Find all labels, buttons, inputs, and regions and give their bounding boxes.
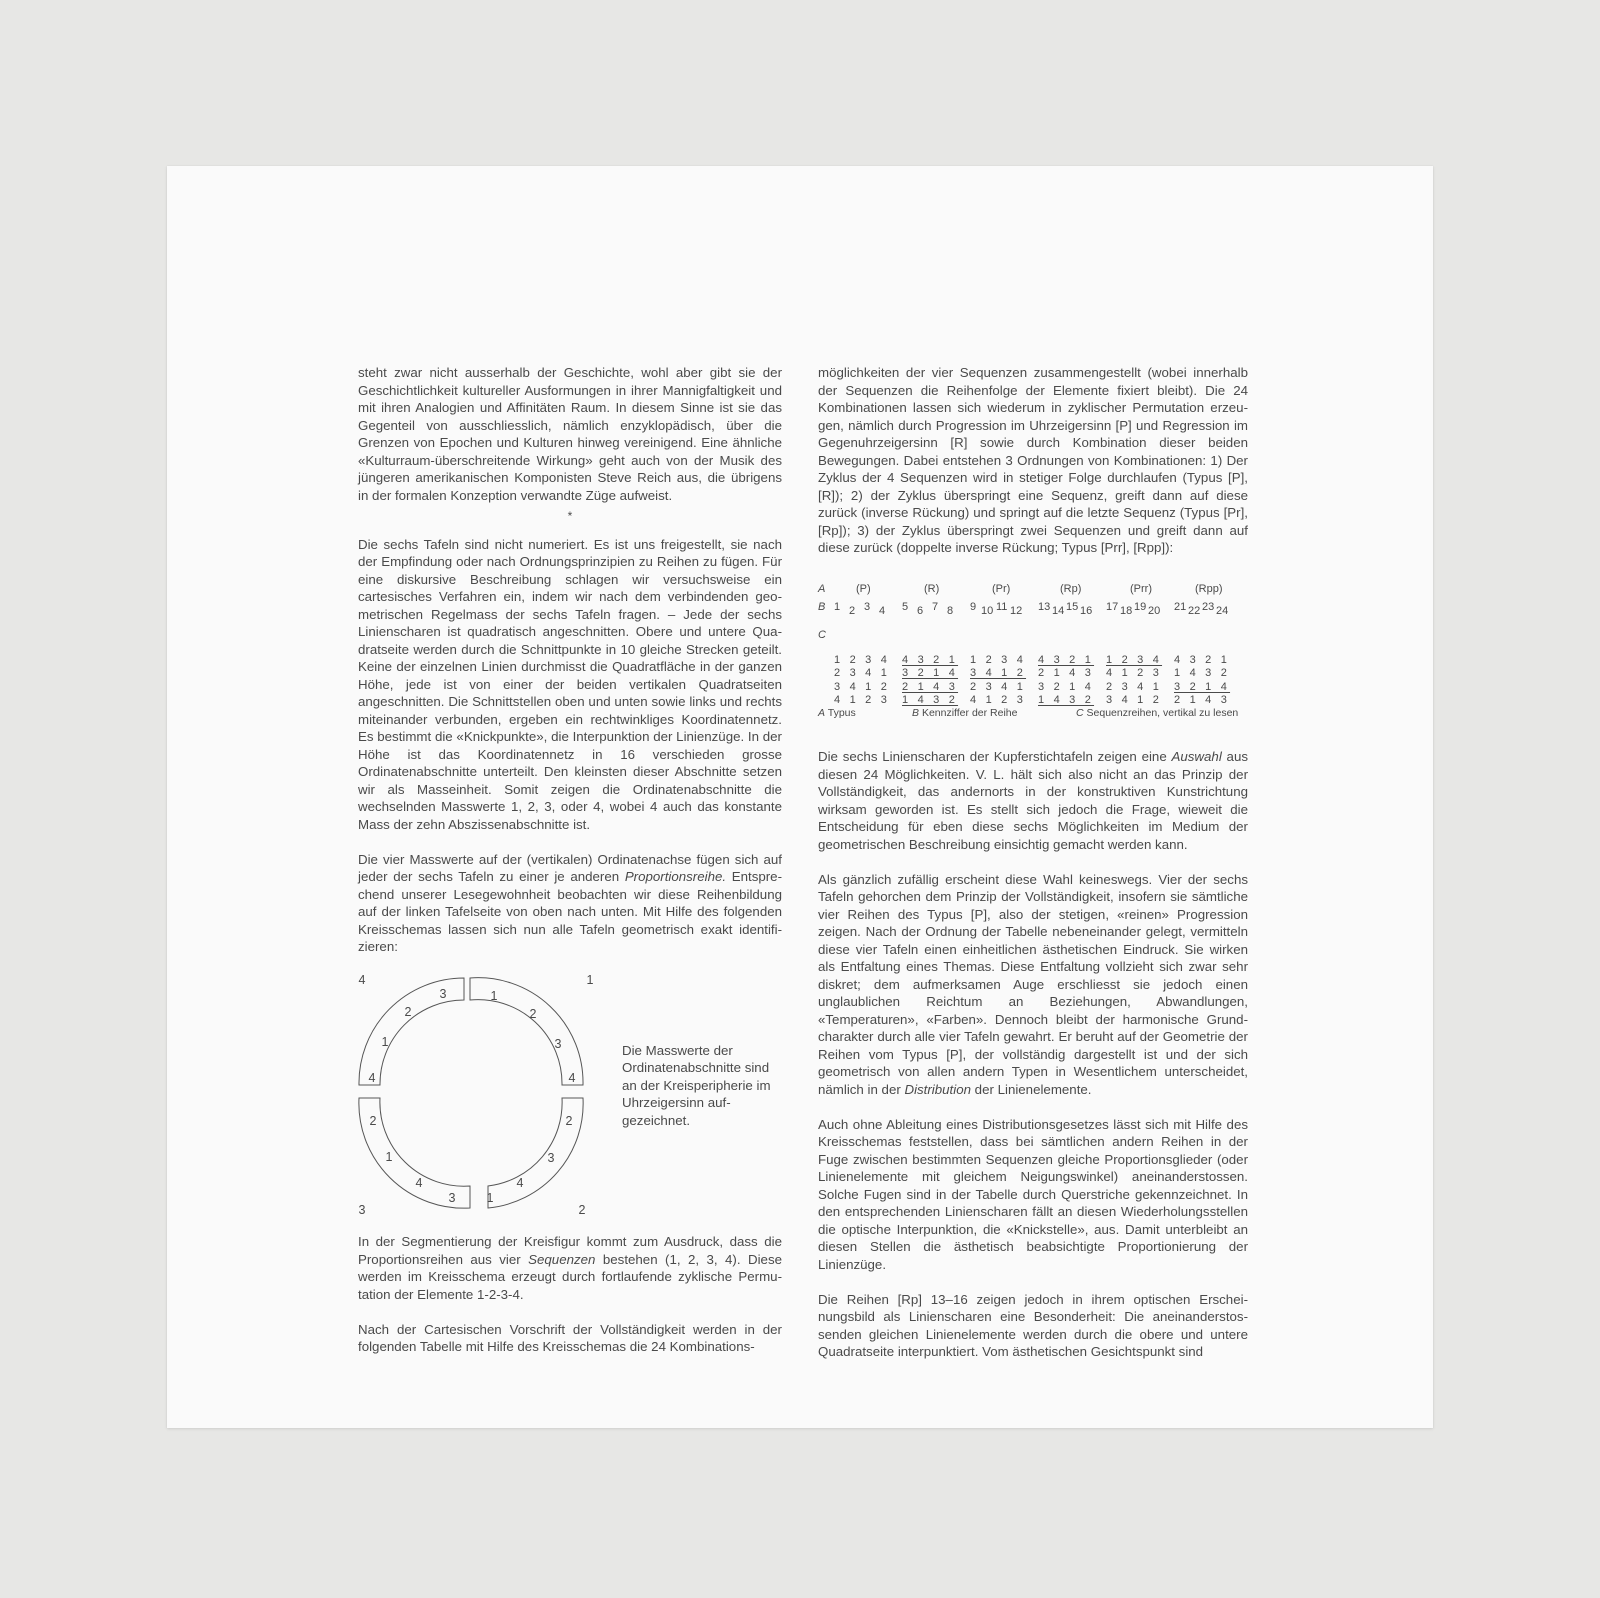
series-number: 3 bbox=[864, 600, 871, 613]
sequence-group-prr: 1 2 3 4 4 1 2 3 2 3 4 1 3 4 1 2 bbox=[1106, 653, 1163, 706]
segment-label: 4 bbox=[368, 1070, 376, 1085]
sequence-group-rp: 4 3 2 1 2 1 4 3 3 2 1 4 1 4 3 2 bbox=[1038, 653, 1095, 706]
type-label: (P) bbox=[856, 582, 871, 595]
paragraph: Die sechs Tafeln sind nicht numeriert. Es ist uns freigestellt, sie nach der Empfindung oder nach Ordnungsprinzipien zu Reihen zu fügen. Für eine diskursive Beschreibung schlagen wir versuchsweise ein cartesisches Verfahren ein, indem wir nach dem verbindenden geometrischen Regelmass der sechs Tafeln fragen. – Jede der sechs Linienscharen ist quadratisch angeschnitten. Obere und untere Quadratseite werden durch die Schnittpunkte in 10 gleiche Strecken geteilt. Keine der einzelnen Linien durchmisst die Quadratfläche in der ganzen Höhe, jede ist von einer der beiden vertikalen Quadratseiten angeschnitten. Die Schnittstellen oben und unten sowie links und rechts miteinander verbunden, ergeben ein rechtwinkliges Koordinatennetz. Es bestimmt die «Knickpunkte», die Interpunktion der Linienzüge. In der Höhe ist das Koordinatennetz in 16 verschieden grosse Ordinatenabschnitte unterteilt. Den kleinsten dieser Abschnitte setzen wir als Masseinheit. Somit zeigen die Ordinatenabschnitte die wechselnden Masswerte 1, 2, 3, oder 4, wobei 4 auch das konstante Mass der zehn Abszissenabschnitte ist. bbox=[358, 536, 782, 832]
type-label: (Rp) bbox=[1060, 582, 1082, 595]
emphasis: Proportionsreihe. bbox=[624, 869, 727, 884]
series-number: 21 bbox=[1174, 600, 1187, 613]
series-number: 17 bbox=[1106, 600, 1119, 613]
corner-label: 3 bbox=[358, 1202, 366, 1216]
segment-label: 3 bbox=[448, 1190, 456, 1205]
series-number: 7 bbox=[932, 600, 939, 613]
segment-label: 4 bbox=[415, 1175, 423, 1190]
segment-label: 2 bbox=[529, 1006, 537, 1021]
legend-item: B Kennziffer der Reihe bbox=[912, 706, 1018, 719]
paragraph: Nach der Cartesischen Vorschrift der Vollständigkeit werden in der folgenden Tabelle mit Hilfe des Kreisschemas die 24 Kombinations- bbox=[358, 1321, 782, 1354]
series-number: 9 bbox=[970, 600, 977, 613]
segment-label: 2 bbox=[369, 1113, 377, 1128]
paragraph: In der Segmentierung der Kreisfigur kommt zum Ausdruck, dass die Proportionsreihen aus vier Sequenzen bestehen (1, 2, 3, 4). Diese werden im Kreisschema erzeugt durch fortlaufende zyklische Permutation der Elemente 1-2-3-4. bbox=[358, 1234, 782, 1302]
emphasis: Sequenzen bbox=[528, 1251, 596, 1267]
section-separator: * bbox=[567, 509, 573, 523]
segment-label: 2 bbox=[565, 1113, 573, 1128]
series-number: 20 bbox=[1148, 604, 1161, 617]
segment-label: 1 bbox=[385, 1149, 393, 1164]
legend-item: A Typus bbox=[818, 706, 856, 719]
sequence-group-pr: 1 2 3 4 3 4 1 2 2 3 4 1 4 1 2 3 bbox=[970, 653, 1027, 706]
segment-label: 3 bbox=[554, 1036, 562, 1051]
series-number: 22 bbox=[1188, 604, 1201, 617]
corner-label: 1 bbox=[586, 972, 594, 987]
series-number: 15 bbox=[1066, 600, 1079, 613]
left-text-column bbox=[358, 364, 782, 1356]
paragraph: möglichkeiten der vier Sequenzen zusammengestellt (wobei innerhalb der Sequenzen die Reihenfolge der Elemente fixiert bleibt). Die 24 Kombinationen lassen sich wiederum in zyklischer Permutation erzeugen, nämlich durch Progression im Uhrzeigersinn [P] und Regression im Gegenuhrzeigersinn [R] sowie durch Kombination dieser beiden Bewegungen. Dabei entstehen 3 Ordnungen von Kombinationen: 1) Der Zyklus der 4 Sequenzen wird in stetiger Folge durchlaufen (Typus [P], [R]); 2) der Zyklus überspringt eine Sequenz, greift dann auf diese zurück (inverse Rückung) und springt auf die letzte Sequenz (Typus [Pr], [Rp]); 3) der Zyklus überspringt zwei Sequenzen und greift dann auf diese zurück (doppelte inverse Rückung; Typus [Prr], [Rpp]): bbox=[818, 365, 1248, 555]
series-number: 4 bbox=[879, 604, 886, 617]
emphasis: Auswahl bbox=[1171, 749, 1222, 764]
series-number: 19 bbox=[1134, 600, 1147, 613]
series-number: 5 bbox=[902, 600, 909, 613]
segment-label: 1 bbox=[381, 1034, 389, 1049]
circle-schema-figure bbox=[358, 972, 782, 1216]
series-number: 12 bbox=[1010, 604, 1023, 617]
row-label-c: C bbox=[818, 628, 826, 641]
corner-label: 4 bbox=[358, 972, 366, 987]
segment-label: 4 bbox=[516, 1175, 524, 1190]
series-number: 6 bbox=[917, 604, 924, 617]
segment-label: 1 bbox=[490, 988, 498, 1003]
series-number: 11 bbox=[996, 600, 1008, 613]
series-number: 14 bbox=[1052, 604, 1065, 617]
combination-table bbox=[818, 581, 1248, 731]
paragraph: Als gänzlich zufällig erscheint diese Wahl keineswegs. Vier der sechs Tafeln gehorchen dem Prinzip der Vollständigkeit, insofern sie sämtliche vier Reihen des Typus [P], also der stetigen, «reinen» Progression zeigen. Nach der Ordnung der Tabelle nebeneinander gelegt, vermitteln diese vier Tafeln einen einheitlichen ästhetischen Eindruck. Sie wirken als Entfaltung eines Themas. Diese Entfaltung vollzieht sich zwar sehr diskret; dem aufmerksamen Auge erschliesst sie jedoch einen unglaublichen Reichtum an Beziehungen, Abwandlungen, «Temperaturen», «Farben». Dennoch bleibt der harmonische Grundcharakter durch alle vier Tafeln gewahrt. Er beruht auf der Geometrie der Reihen vom Typus [P], der vollständig dargestellt ist und der sich geometrisch von allen andern Typen in Wesentlichem unterscheidet, nämlich in der Distribution der Linienelemente. bbox=[818, 871, 1248, 1097]
sequence-group-r: 4 3 2 1 3 2 1 4 2 1 4 3 1 4 3 2 bbox=[902, 653, 959, 706]
row-label-a: A bbox=[818, 582, 826, 595]
sequence-group-p: 1 2 3 4 2 3 4 1 3 4 1 2 4 1 2 3 bbox=[834, 653, 891, 706]
paragraph: Die sechs Linienscharen der Kupferstichtafeln zeigen eine Auswahl aus diesen 24 Möglichkeiten. V. L. hält sich also nicht an das Prinzip der Vollständigkeit, das andernorts in der konstruktiven Kunstrichtung wirksam geworden ist. Es stellt sich jedoch die Frage, wieweit die Entscheidung für eben diese sechs Möglichkeiten im Medium der geometrischen Beschreibung einsichtig gemacht werden kann. bbox=[818, 749, 1248, 852]
series-number: 8 bbox=[947, 604, 954, 617]
type-label: (Prr) bbox=[1130, 582, 1152, 595]
series-number: 24 bbox=[1216, 604, 1229, 617]
series-number: 23 bbox=[1202, 600, 1215, 613]
row-label-b: B bbox=[818, 600, 826, 613]
legend-item: C Sequenzreihen, vertikal zu lesen bbox=[1076, 706, 1239, 719]
type-label: (Pr) bbox=[992, 582, 1011, 595]
figure-caption: Die Masswerte der Ordinatenabschnitte sind an der Kreisperipherie im Uhrzeigersinn aufgezeichnet. bbox=[622, 1042, 771, 1128]
right-text-column bbox=[818, 364, 1248, 1361]
series-number: 13 bbox=[1038, 600, 1051, 613]
circle-schema-diagram bbox=[358, 972, 598, 1216]
emphasis: Distribution bbox=[904, 1081, 971, 1097]
series-number: 18 bbox=[1120, 604, 1133, 617]
series-number: 16 bbox=[1080, 604, 1093, 617]
paragraph: steht zwar nicht ausserhalb der Geschichte, wohl aber gibt sie der Geschichtlichkeit kultureller Ausformungen in ihrer Mannigfaltigkeit und mit ihren Analogien und Affinitäten Raum. In diesem Sinne ist sie das Gegenteil von ausschliesslich, nämlich enzyklopädisch, über die Grenzen von Epochen und Kulturen hinweg vereinigend. Eine ähnliche «Kulturraum-überschreitende Wirkung» geht auch von der Musik des jüngeren amerikanischen Komponisten Steve Reich aus, die übrigens in der formalen Konzeption verwandte Züge aufweist. bbox=[358, 365, 782, 503]
series-number: 2 bbox=[849, 604, 856, 617]
segment-label: 4 bbox=[568, 1070, 576, 1085]
series-number: 1 bbox=[834, 600, 841, 613]
paragraph: Die vier Masswerte auf der (vertikalen) Ordinatenachse fügen sich auf jeder der sechs Tafeln zu einer je anderen Proportionsreihe. Entsprechend unserer Lesegewohnheit beobachten wir diese Reihenbildung auf der linken Tafelseite von oben nach unten. Mit Hilfe des folgenden Kreisschemas lassen sich nun alle Tafeln geometrisch exakt identifizieren: bbox=[358, 851, 783, 954]
paragraph: Die Reihen [Rp] 13–16 zeigen jedoch in ihrem optischen Erscheinungsbild als Linienscharen eine Besonderheit: Die aneinanderstossenden gleichen Linienelemente werden durch die obere und untere Quadratseite interpunktiert. Vom ästhetischen Gesichtspunkt sind bbox=[818, 1291, 1248, 1359]
segment-label: 2 bbox=[404, 1004, 412, 1019]
paragraph: Auch ohne Ableitung eines Distributionsgesetzes lässt sich mit Hilfe des Kreisschemas feststellen, dass bei sämtlichen andern Reihen in der Fuge zwischen bestimmten Sequenzen gleiche Proportionsglieder (oder Linienelemente mit gleichem Neigungswinkel) aneinanderstossen. Solche Fugen sind in der Tabelle durch Querstriche gekennzeichnet. In den entsprechenden Linienscharen fällt an diesen Wiederholungsstellen die optische Interpunktion, die «Knickstelle», aus. Damit unterbleibt an diesen Stellen die ästhetisch beabsichtigte Proportionierung der Linienzüge. bbox=[818, 1116, 1248, 1272]
corner-label: 2 bbox=[578, 1202, 586, 1216]
type-label: (R) bbox=[924, 582, 940, 595]
type-label: (Rpp) bbox=[1195, 582, 1223, 595]
segment-label: 1 bbox=[486, 1190, 494, 1205]
sequence-group-rpp: 4 3 2 1 1 4 3 2 3 2 1 4 2 1 4 3 bbox=[1174, 653, 1231, 706]
segment-label: 3 bbox=[547, 1150, 555, 1165]
segment-label: 3 bbox=[439, 986, 447, 1001]
series-number: 10 bbox=[981, 604, 994, 617]
